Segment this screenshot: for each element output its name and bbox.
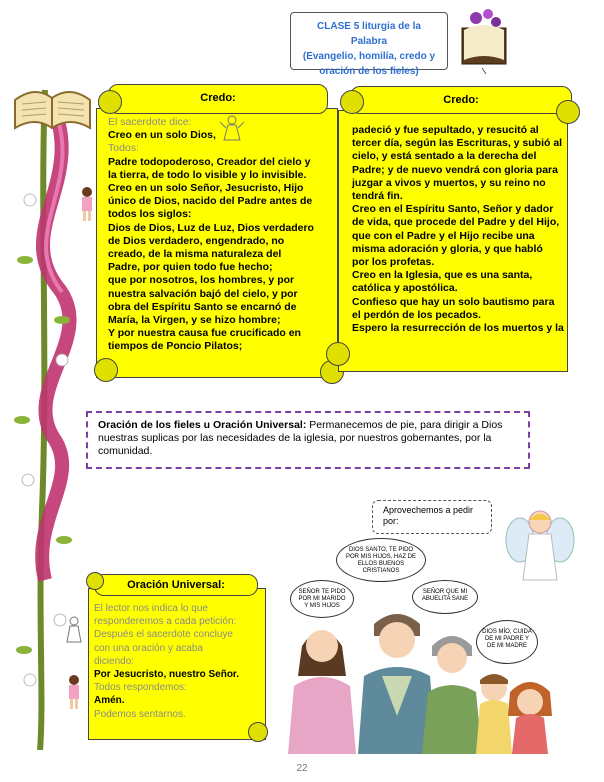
credo-left-line: María, la Virgen, y se hizo hombre;	[108, 314, 281, 327]
oracion-universal-text	[94, 602, 266, 721]
credo-right-line: de vida, que procede del Padre y del Hijo,	[352, 216, 560, 229]
child-praying-icon	[76, 186, 98, 222]
oracion-fieles-box	[86, 411, 530, 469]
ou-line: responderemos a cada petición:	[94, 616, 237, 628]
credo-right-line: por los profetas.	[352, 256, 435, 269]
todos-label: Todos:	[108, 142, 139, 155]
vine-ribbon-decoration	[0, 60, 90, 750]
page-number: 22	[296, 763, 308, 774]
praying-family-illustration	[282, 606, 562, 754]
oracion-universal-heading: Oración Universal:	[127, 579, 225, 591]
credo-left-header	[108, 84, 328, 114]
ou-line: diciendo:	[94, 655, 135, 667]
credo-left-line: único de Dios, nacido del Padre antes de	[108, 195, 313, 208]
speech-bubble-1	[336, 538, 426, 582]
credo-left-line: todos los siglos:	[108, 208, 192, 221]
oracion-fieles-heading: Oración de los fieles u Oración Universal:	[98, 419, 307, 431]
credo-right-line: Creo en la Iglesia, que es una santa,	[352, 269, 533, 282]
priest-icon	[62, 616, 86, 644]
credo-right-line: misma adoración y gloria, y que habló	[352, 242, 543, 255]
credo-left-text	[108, 116, 336, 354]
credo-left-heading: Credo:	[200, 92, 236, 104]
scroll-curl	[340, 90, 364, 114]
credo-right-line: Confieso que hay un solo bautismo para	[352, 295, 555, 308]
think-bubble-text: Aprovechemos a pedir por:	[383, 505, 474, 526]
speech-bubble-3-text: SEÑOR QUE MI ABUELITA SANE	[421, 589, 469, 602]
credo-right-header	[350, 86, 572, 114]
credo-left-line: Padre, por quien todo fue hecho;	[108, 261, 273, 274]
credo-right-line: cielo, y está sentado a la derecha del	[352, 150, 537, 163]
ou-line: Todos respondemos:	[94, 682, 187, 694]
credo-left-line: obra del Espíritu Santo se encarnó de	[108, 300, 297, 313]
credo-right-line: Espero la resurrección de los muertos y la	[352, 322, 564, 335]
credo-right-line: juzgar a vivos y muertos, y su reino no	[352, 176, 546, 189]
credo-left-line: de Dios verdadero, engendrado, no	[108, 234, 285, 247]
title-line-1: CLASE 5 liturgia de la Palabra	[317, 21, 421, 47]
think-bubble	[372, 500, 492, 534]
ou-line: El lector nos indica lo que	[94, 603, 208, 614]
credo-right-line: que con el Padre y el Hijo recibe una	[352, 229, 535, 242]
credo-right-heading: Credo:	[443, 94, 479, 106]
credo-left-line: Dios de Dios, Luz de Luz, Dios verdadero	[108, 221, 314, 234]
sacerdote-line: Creo en un solo Dios,	[108, 129, 216, 142]
scroll-curl	[86, 572, 104, 590]
credo-left-line: Padre todopoderoso, Creador del cielo y	[108, 155, 311, 168]
credo-left-line: creado, de la misma naturaleza del	[108, 248, 282, 261]
oracion-fieles-text: Permanecemos de pie, para dirigir a Dios nuestras suplicas por las necesidades de la iglesia, por nuestros gobernantes, por la comunidad.	[98, 419, 503, 457]
ou-line-bold: Amén.	[94, 695, 125, 707]
scroll-curl	[94, 358, 118, 382]
credo-left-line: Y por nuestra causa fue crucificado en	[108, 327, 301, 340]
ou-line: con una oración y acaba	[94, 642, 203, 654]
oracion-universal-header	[94, 574, 258, 596]
speech-bubble-4-text: DIOS MÍO, CUIDA DE MI PADRE Y DE MI MADRE	[482, 629, 532, 649]
credo-left-body	[108, 156, 336, 354]
scroll-curl	[98, 90, 122, 114]
credo-right-line: católica y apostólica.	[352, 282, 458, 295]
angel-icon	[505, 500, 575, 590]
speech-bubble-1-text: DIOS SANTO, TE PIDO POR MIS HIJOS, HAZ DE ELLOS BUENOS CRISTIANOS	[345, 547, 416, 574]
scroll-curl	[248, 722, 268, 742]
title-line-3: oración de los fieles)	[319, 66, 419, 77]
sacerdote-label: El sacerdote dice:	[108, 116, 192, 128]
credo-left-line: tiempos de Poncio Pilatos;	[108, 340, 243, 353]
credo-right-body	[352, 124, 564, 335]
ou-line-bold: Por Jesucristo, nuestro Señor.	[94, 669, 240, 681]
bible-flowers-icon	[456, 8, 512, 74]
credo-left-line: Creo en un solo Señor, Jesucristo, Hijo	[108, 182, 304, 195]
speech-bubble-2-text: SEÑOR TE PIDO POR MI MARIDO Y MIS HIJOS	[298, 589, 346, 609]
title-line-2: (Evangelio, homilía, credo y	[302, 51, 436, 62]
credo-left-line: que por nosotros, los hombres, y por	[108, 274, 295, 287]
credo-left-line: la tierra, de todo lo visible y lo invisible.	[108, 168, 307, 181]
credo-right-line: Padre; y de nuevo vendrá con gloria para	[352, 163, 558, 176]
child-praying-icon	[64, 674, 84, 710]
ou-line: Después el sacerdote concluye	[94, 629, 233, 641]
credo-right-line: Creo en el Espíritu Santo, Señor y dador	[352, 203, 554, 216]
credo-right-line: el perdón de los pecados.	[352, 308, 481, 321]
credo-right-line: padeció y fue sepultado, y resucitó al	[352, 124, 539, 136]
ou-line: Podemos sentarnos.	[94, 708, 186, 720]
scroll-curl	[556, 100, 580, 124]
open-bible-icon	[10, 80, 95, 135]
priest-icon	[218, 114, 246, 142]
lesson-title	[299, 19, 439, 79]
credo-right-line: tendrá fin.	[352, 190, 403, 203]
credo-right-line: tercer día, según las Escrituras, y subió al	[352, 137, 563, 150]
scroll-curl	[326, 342, 350, 366]
title-scroll	[290, 12, 448, 77]
credo-left-line: nuestra salvación bajó del cielo, y por	[108, 287, 298, 300]
